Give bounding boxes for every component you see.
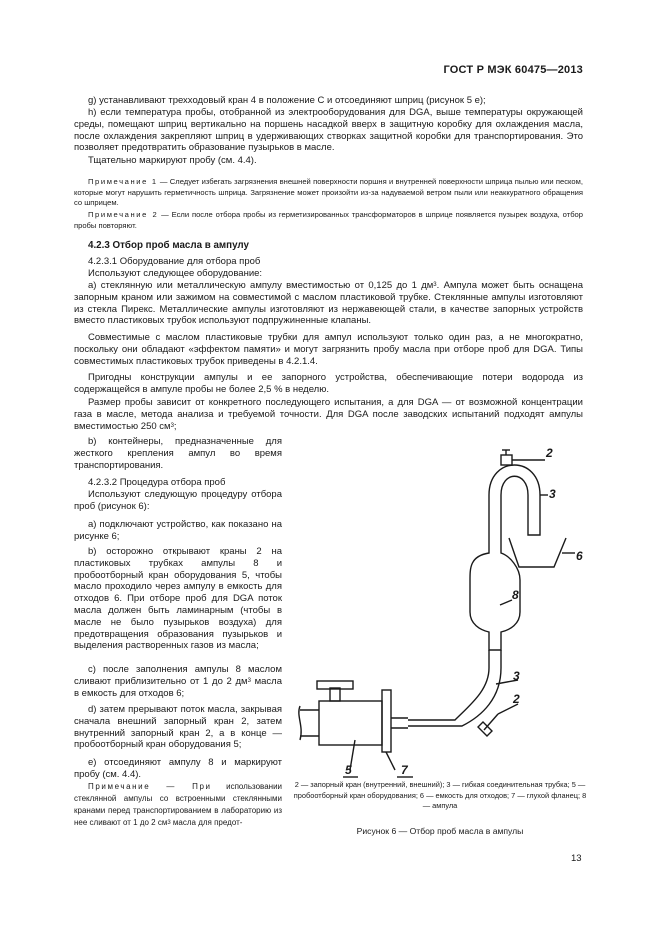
paragraph-step-e: е) отсоединяют ампулу 8 и маркируют пробу (см. 4.4).: [74, 757, 282, 780]
label-3-upper: 3: [549, 487, 556, 501]
paragraph-h: h) если температура пробы, отобранной из электрооборудования для DGA, выше температуры окружающей среды, помещают шприц вертикально на поршень насадкой вверх в защитную коробку для охлаждения масла, после охлаждения закрепляют шприц в удерживающих створках защитной коробки для транспортирования. Это позволяет предотвратить образование пузырьков в масле.: [74, 107, 583, 154]
paragraph-step-a: а) подключают устройство, как показано на рисунке 6;: [74, 519, 282, 542]
note-1-text: — Следует избегать загрязнения внешней поверхности поршня и внутренней поверхности шприца пылью или песком, которые могут нарушить герметичность шприца. Загрязнение может произойти из-за надуваемой ветром пыли или неаккуратного обращения со шприцем.: [74, 177, 583, 208]
paragraph-b-containers: b) контейнеры, предназначенные для жесткого крепления ампул во время транспортирования.: [74, 436, 282, 471]
figure-legend: 2 — запорный кран (внутренний, внешний); 3 — гибкая соединительная трубка; 5 — пробоотборный кран оборудования; 6 — емкость для отходов; 7 — глухой фланец; 8 — ампула: [293, 780, 587, 811]
note-3-label: Примечание — При: [88, 782, 212, 791]
figure-caption: Рисунок 6 — Отбор проб масла в ампулы: [356, 826, 524, 836]
upper-stopcock: [501, 455, 512, 465]
label-5: 5: [345, 763, 352, 777]
label-3-lower: 3: [513, 669, 520, 683]
paragraph-step-d: d) затем прерывают поток масла, закрывая сначала внешний запорный кран 2, затем внутренний запорный кран 2, а в конце — пробоотборный кран оборудования 5;: [74, 704, 282, 751]
note-3-text: использовании стеклянной ампулы со встроенными стеклянными кранами перед транспортированием в лабораторию из нее сливают от 1 до 2 см: [74, 782, 282, 827]
paragraph-equipment: Используют следующее оборудование:: [88, 268, 263, 279]
document-header: ГОСТ Р МЭК 60475—2013: [443, 64, 583, 76]
sup-3: 3: [433, 282, 437, 288]
upper-flexible-tube: [489, 465, 540, 547]
subsection-4-2-3-1: 4.2.3.1 Оборудование для отбора проб: [88, 256, 261, 267]
label-6: 6: [576, 549, 583, 563]
paragraph-g: g) устанавливают трехходовый кран 4 в положение С и отсоединяют шприц (рисунок 5 e);: [88, 95, 486, 106]
paragraph-procedure: Используют следующую процедуру отбора проб (рисунок 6):: [74, 489, 282, 512]
paragraph-marking: Тщательно маркируют пробу (см. 4.4).: [88, 155, 257, 166]
label-2-upper: 2: [546, 446, 553, 460]
waste-container: [509, 538, 566, 567]
paragraph-step-b: b) осторожно открывают краны 2 на пластиковых трубках ампулы 8 и пробоотборный кран оборудования 5, чтобы масло проходило через ампулу в емкость для отходов 6. При отборе проб для DGA поток масла должен быть ламинарным (чтобы в масле не было пузырьков воздуха) для предотвращения образования пузырьков и выделения растворенных газов из масла;: [74, 546, 282, 652]
step-c-part1: с) после заполнения ампулы 8 маслом сливают приблизительно от 1 до 2 дм: [74, 664, 282, 687]
page-number: 13: [571, 853, 582, 864]
sup-3c: 3: [247, 677, 251, 684]
paragraph-a-part2: . Ампула может быть оснащена запорным краном или зажимом на совместимой с маслом пластиковой трубке. Стеклянные ампулы изготовляют из стекла Пирекс. Металлические ампулы изготовляют из нержавеющей стали, в качестве запорных устройств вместо пластиковых трубок используют подпружиненные клапаны.: [74, 280, 583, 327]
sup-3b: 3: [170, 422, 174, 429]
note-2-text: — Если после отбора пробы из герметизированных трансформаторов в шприце появляется пузырек воздуха, отбор пробы повторяют.: [74, 210, 583, 230]
sup-3d: 3: [167, 820, 171, 826]
sampling-valve: [319, 701, 382, 745]
label-7: 7: [401, 763, 408, 777]
paragraph-hydrogen: Пригодны конструкции ампулы и ее запорного устройства, обеспечивающие потери водорода из содержащейся в ампуле пробы не более 2,5 % в неделю.: [74, 372, 583, 395]
lower-flexible-tube: [408, 650, 501, 726]
label-2-lower: 2: [513, 692, 520, 706]
paragraph-size-part1: Размер пробы зависит от конкретного последующего испытания, а для DGA — от возможной концентрации газа в масле, метода анализа и требуемой точности. Для DGA после заводских испытаний подходят ампулы вместимостью 250 см: [74, 397, 583, 432]
subsection-4-2-3-2: 4.2.3.2 Процедура отбора проб: [88, 477, 226, 488]
step-c-part2: масла в емкость для отходов 6;: [74, 675, 282, 699]
paragraph-size-part2: ;: [173, 420, 177, 432]
section-heading: 4.2.3 Отбор проб масла в ампулу: [88, 240, 249, 251]
note-1-label: Примечание 1: [88, 177, 158, 186]
note-2-label: Примечание 2: [88, 210, 159, 219]
paragraph-a-part1: а) стеклянную или металлическую ампулу вместимостью от 0,125 до 1 дм: [88, 280, 434, 291]
note-3-end: масла для предот-: [170, 818, 243, 827]
blank-flange: [382, 690, 391, 752]
paragraph-tubes: Совместимые с маслом пластиковые трубки для ампул используют только один раз, а не многократно, поскольку они обладают «эффектом памяти» и могут загрязнить пробу масла при отборе проб для DGA. Типы совместимых пластиковых трубок приведены в 4.2.1.4.: [74, 332, 583, 367]
label-8: 8: [512, 588, 519, 602]
